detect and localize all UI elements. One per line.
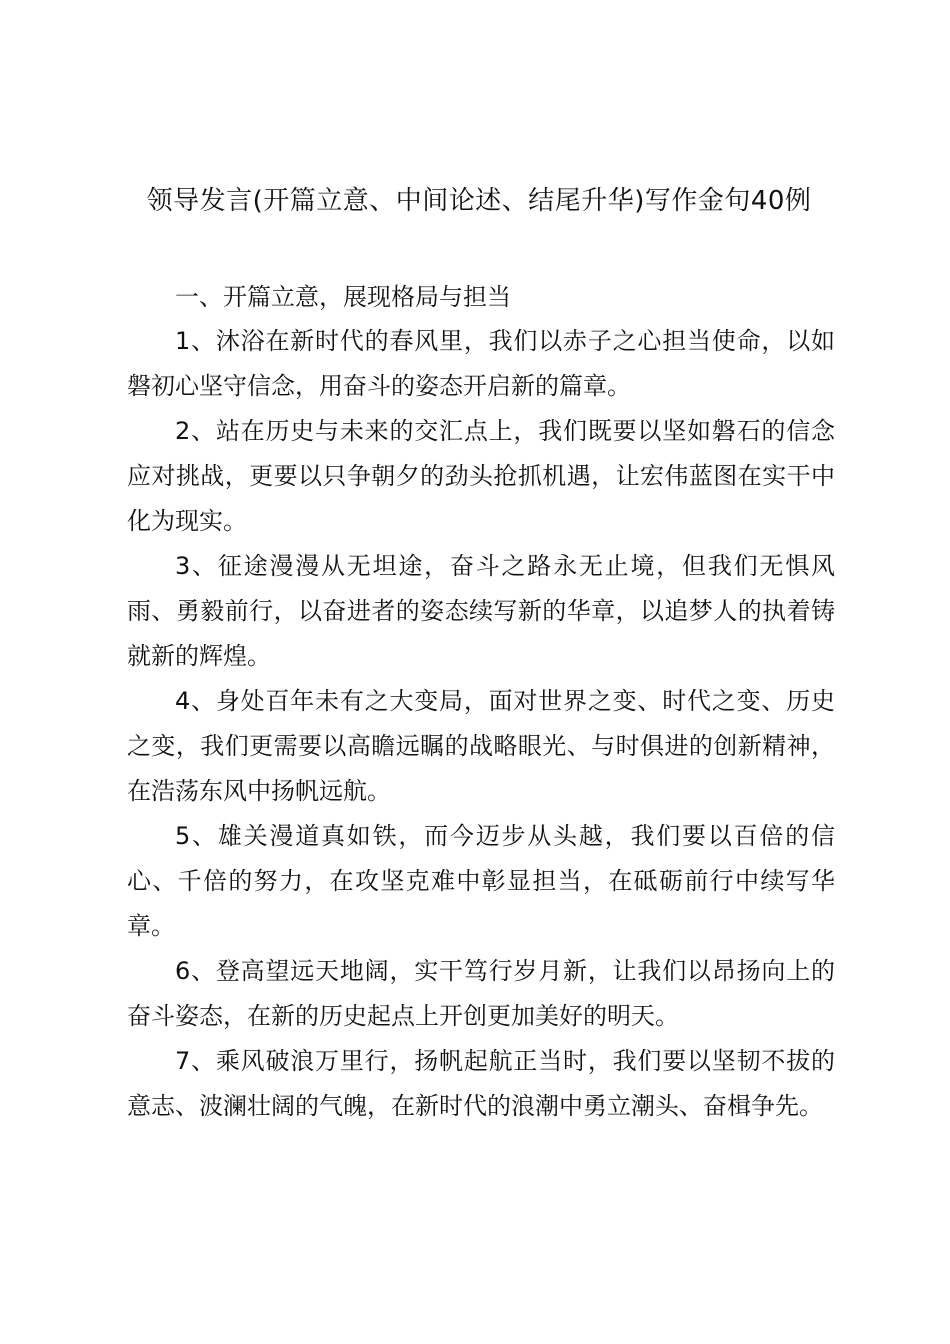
paragraph-1: 1、沐浴在新时代的春风里，我们以赤子之心担当使命，以如磐初心坚守信念，用奋斗的姿态开启新的篇章。 bbox=[127, 327, 835, 400]
paragraph-6: 6、登高望远天地阔，实干笃行岁月新，让我们以昂扬向上的奋斗姿态，在新的历史起点上开创更加美好的明天。 bbox=[127, 957, 835, 1030]
paragraph-5: 5、雄关漫道真如铁，而今迈步从头越，我们要以百倍的信心、千倍的努力，在攻坚克难中彰显担当，在砥砺前行中续写华章。 bbox=[127, 822, 835, 940]
paragraph-3: 3、征途漫漫从无坦途，奋斗之路永无止境，但我们无惧风雨、勇毅前行，以奋进者的姿态续写新的华章，以追梦人的执着铸就新的辉煌。 bbox=[127, 552, 835, 670]
paragraph-2: 2、站在历史与未来的交汇点上，我们既要以坚如磐石的信念应对挑战，更要以只争朝夕的劲头抢抓机遇，让宏伟蓝图在实干中化为现实。 bbox=[127, 417, 835, 535]
paragraph-7: 7、乘风破浪万里行，扬帆起航正当时，我们要以坚韧不拔的意志、波澜壮阔的气魄，在新时代的浪潮中勇立潮头、奋楫争先。 bbox=[127, 1047, 835, 1120]
paragraph-4: 4、身处百年未有之大变局，面对世界之变、时代之变、历史之变，我们更需要以高瞻远瞩的战略眼光、与时俱进的创新精神，在浩荡东风中扬帆远航。 bbox=[127, 687, 835, 805]
section-heading: 一、开篇立意，展现格局与担当 bbox=[175, 283, 511, 311]
document-title: 领导发言(开篇立意、中间论述、结尾升华)写作金句40例 bbox=[146, 186, 812, 216]
document-body bbox=[127, 275, 835, 1129]
